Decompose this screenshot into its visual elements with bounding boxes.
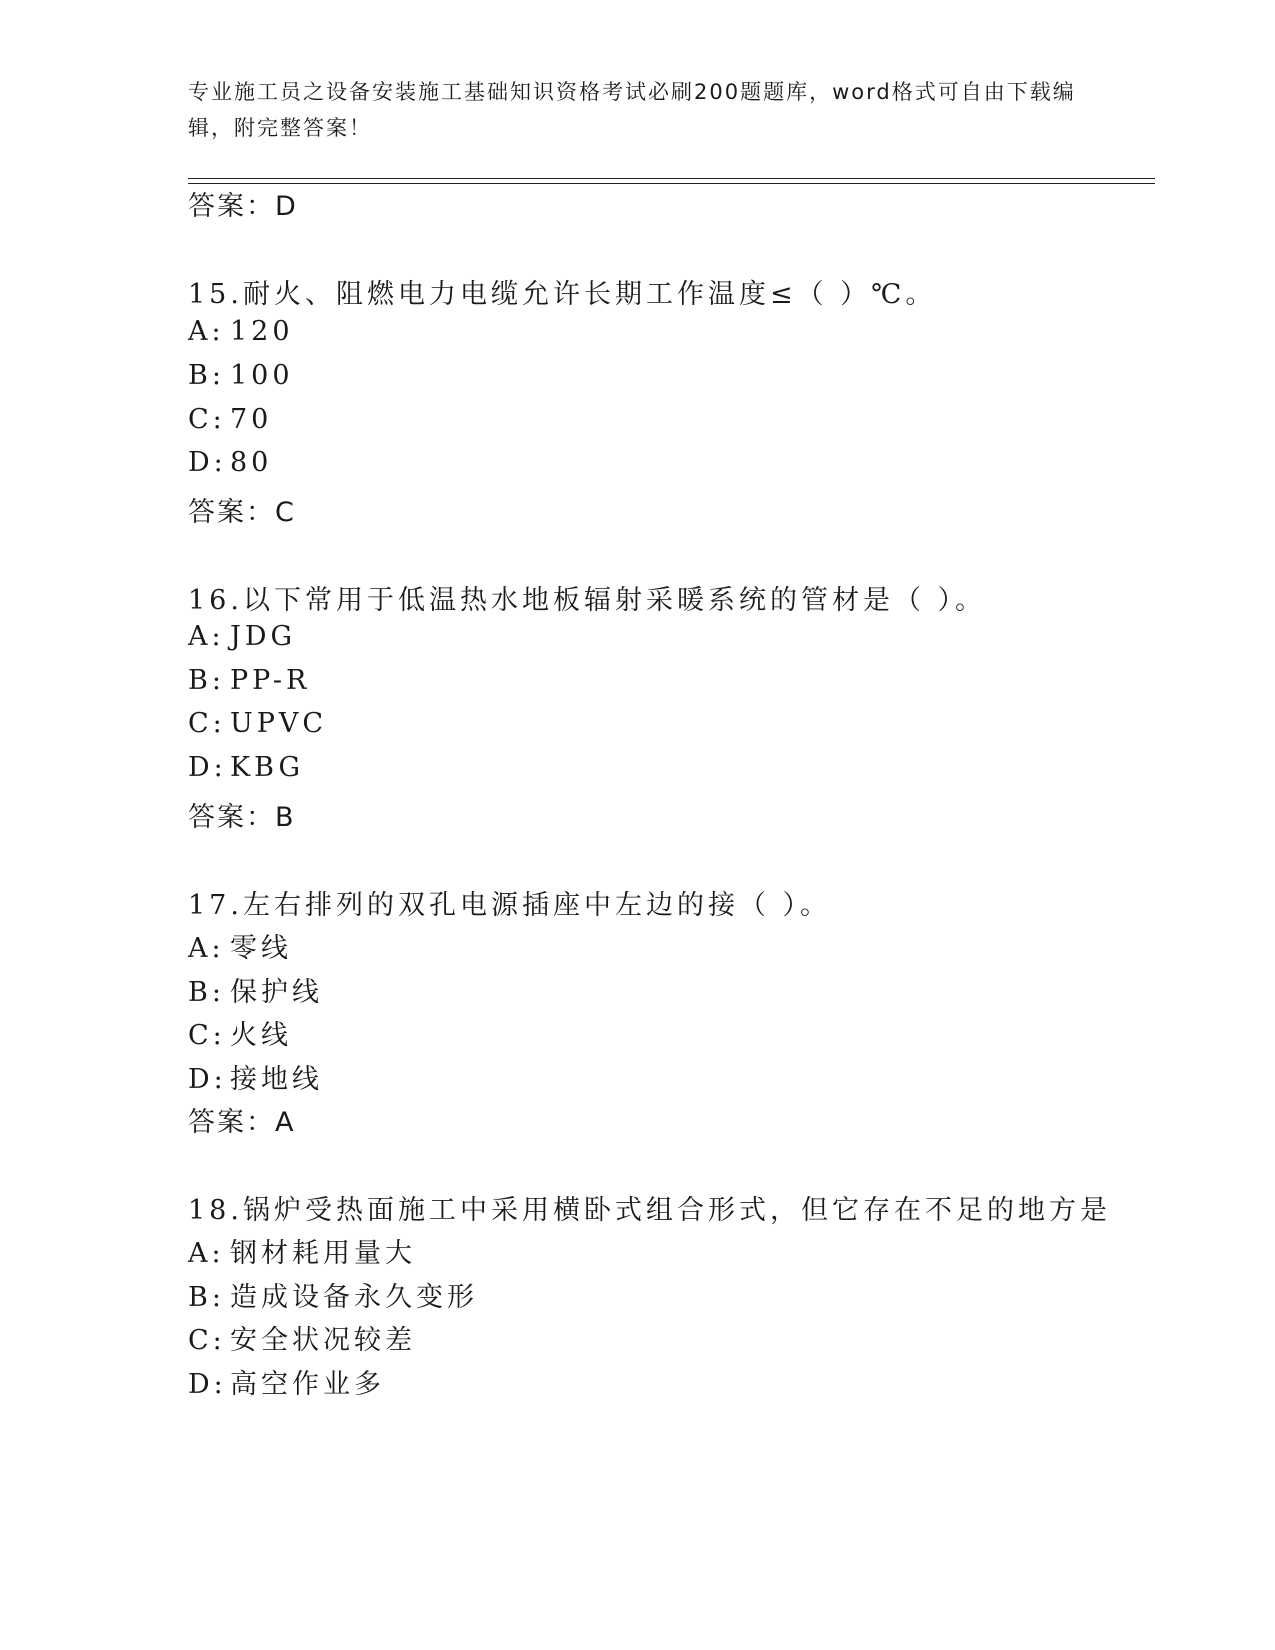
- option-label: B:: [188, 360, 225, 391]
- option-d: [188, 752, 304, 783]
- option-label: C:: [188, 1020, 226, 1051]
- option-b: [188, 970, 323, 1009]
- option-label: B:: [188, 977, 225, 1008]
- option-d: [188, 1057, 323, 1096]
- header-divider-bottom: [188, 183, 1155, 184]
- option-label: D:: [188, 447, 227, 478]
- option-label: C:: [188, 1325, 226, 1356]
- option-a: [188, 621, 296, 652]
- answer-line: 答案：C: [188, 497, 296, 528]
- answer-line: 答案：A: [188, 1107, 296, 1138]
- option-label: B:: [188, 665, 225, 696]
- option-b: [188, 1275, 478, 1314]
- option-label: C:: [188, 708, 226, 739]
- option-text: JDG: [230, 621, 297, 652]
- option-b: [188, 360, 294, 391]
- header-divider-top: [188, 178, 1155, 179]
- option-d: [188, 1362, 385, 1401]
- option-text: 100: [230, 360, 294, 391]
- option-c: [188, 1318, 416, 1357]
- option-a: [188, 316, 294, 347]
- option-text: KBG: [230, 752, 305, 783]
- option-c: [188, 1013, 292, 1052]
- option-text: 安全状况较差: [230, 1325, 416, 1356]
- option-label: C:: [188, 404, 226, 435]
- option-text: 钢材耗用量大: [230, 1238, 416, 1269]
- option-text: PP-R: [230, 665, 311, 696]
- option-text: 高空作业多: [230, 1369, 385, 1400]
- option-c: [188, 404, 272, 435]
- option-label: A:: [188, 1238, 225, 1269]
- question-text: 18.锅炉受热面施工中采用横卧式组合形式，但它存在不足的地方是: [188, 1195, 1111, 1226]
- question-text: 17.左右排列的双孔电源插座中左边的接（ ）。: [188, 890, 832, 921]
- option-text: UPVC: [230, 708, 328, 739]
- answer-line: 答案：D: [188, 191, 298, 222]
- option-d: [188, 447, 272, 478]
- option-text: 零线: [230, 933, 292, 964]
- option-label: A:: [188, 316, 225, 347]
- option-a: [188, 926, 292, 965]
- option-label: B:: [188, 1282, 225, 1313]
- option-b: [188, 665, 310, 696]
- question-text: 16.以下常用于低温热水地板辐射采暖系统的管材是（ ）。: [188, 585, 987, 616]
- question-text: 15.耐火、阻燃电力电缆允许长期工作温度≤（ ）℃。: [188, 279, 937, 310]
- option-a: [188, 1231, 416, 1270]
- option-text: 火线: [230, 1020, 292, 1051]
- option-label: A:: [188, 933, 225, 964]
- option-label: A:: [188, 621, 225, 652]
- option-text: 接地线: [230, 1064, 323, 1095]
- option-text: 造成设备永久变形: [230, 1282, 478, 1313]
- option-text: 120: [230, 316, 294, 347]
- option-label: D:: [188, 1369, 227, 1400]
- answer-line: 答案：B: [188, 802, 296, 833]
- option-text: 80: [230, 447, 273, 478]
- option-label: D:: [188, 1064, 227, 1095]
- option-label: D:: [188, 752, 227, 783]
- option-c: [188, 708, 327, 739]
- document-header: 专业施工员之设备安装施工基础知识资格考试必刷200题题库，word格式可自由下载编辑，附完整答案！: [188, 80, 1076, 140]
- option-text: 保护线: [230, 977, 323, 1008]
- option-text: 70: [230, 404, 273, 435]
